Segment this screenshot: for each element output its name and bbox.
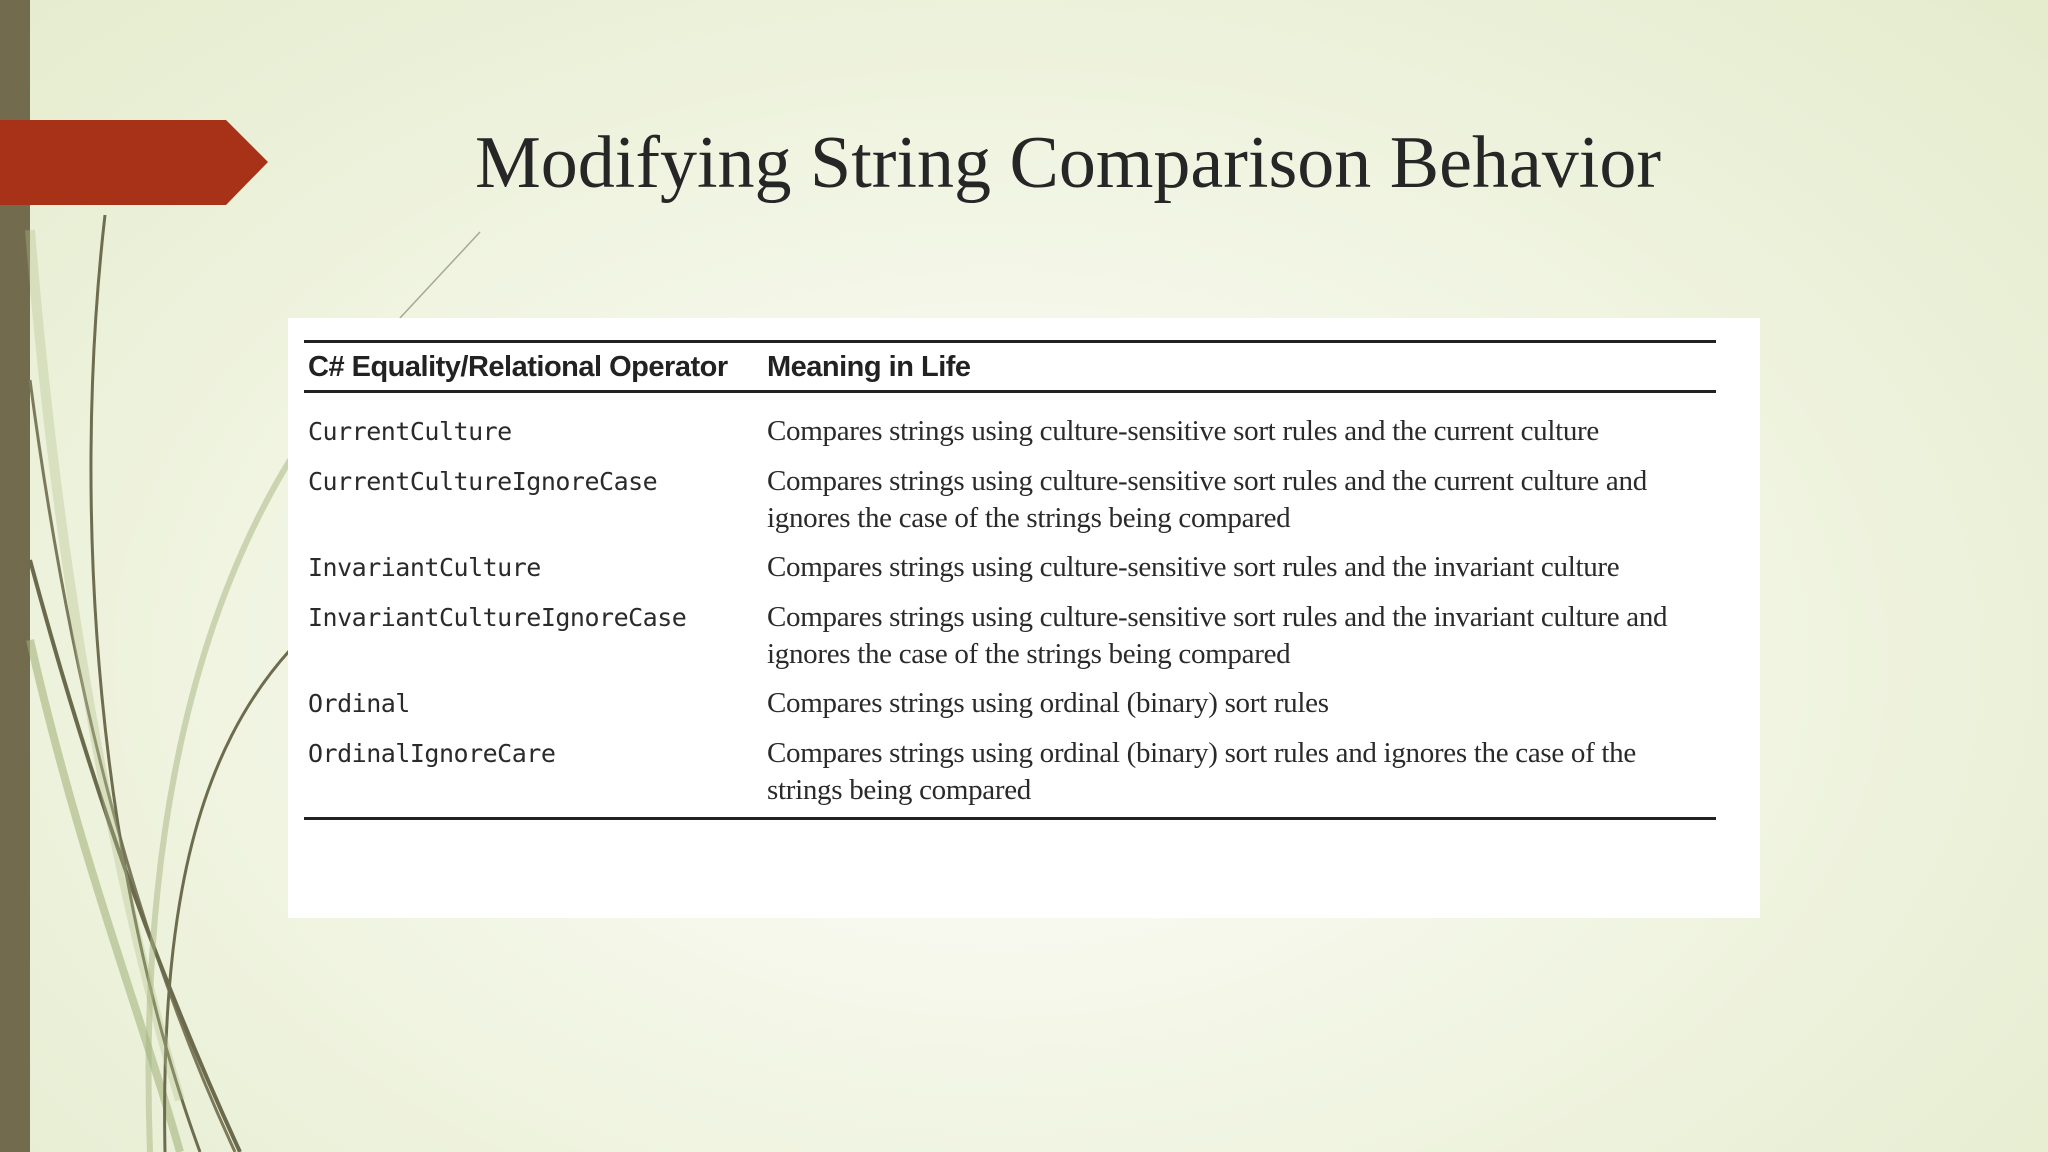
- operator-cell: CurrentCultureIgnoreCase: [308, 467, 658, 496]
- header-operator: C# Equality/Relational Operator: [308, 351, 728, 383]
- table-row: [304, 599, 1716, 685]
- meaning-cell: Compares strings using culture-sensitive sort rules and the current culture and ignores the case of the strings being compared: [767, 465, 1647, 534]
- slide-title: Modifying String Comparison Behavior: [475, 122, 1661, 204]
- operator-cell: InvariantCulture: [308, 553, 541, 582]
- operator-cell: OrdinalIgnoreCare: [308, 739, 556, 768]
- comparison-operator-table: [304, 340, 1716, 820]
- title-accent-arrow: [0, 120, 268, 205]
- meaning-cell: Compares strings using culture-sensitive sort rules and the invariant culture: [767, 551, 1620, 583]
- meaning-cell: Compares strings using culture-sensitive sort rules and the invariant culture and ignores the case of the strings being compared: [767, 601, 1668, 670]
- table-row: [304, 463, 1716, 549]
- operator-cell: InvariantCultureIgnoreCase: [308, 603, 687, 632]
- operator-cell: CurrentCulture: [308, 417, 512, 446]
- meaning-cell: Compares strings using ordinal (binary) sort rules and ignores the case of the strings being compared: [767, 737, 1636, 806]
- table-row: [304, 685, 1716, 735]
- table-header-row: [304, 342, 1716, 392]
- meaning-cell: Compares strings using culture-sensitive sort rules and the current culture: [767, 415, 1599, 447]
- table-row: [304, 549, 1716, 599]
- header-meaning: Meaning in Life: [767, 351, 971, 383]
- meaning-cell: Compares strings using ordinal (binary) sort rules: [767, 687, 1329, 719]
- table-row: [304, 735, 1716, 819]
- operator-table-panel: [288, 318, 1760, 918]
- table-row: [304, 392, 1716, 464]
- operator-cell: Ordinal: [308, 689, 410, 718]
